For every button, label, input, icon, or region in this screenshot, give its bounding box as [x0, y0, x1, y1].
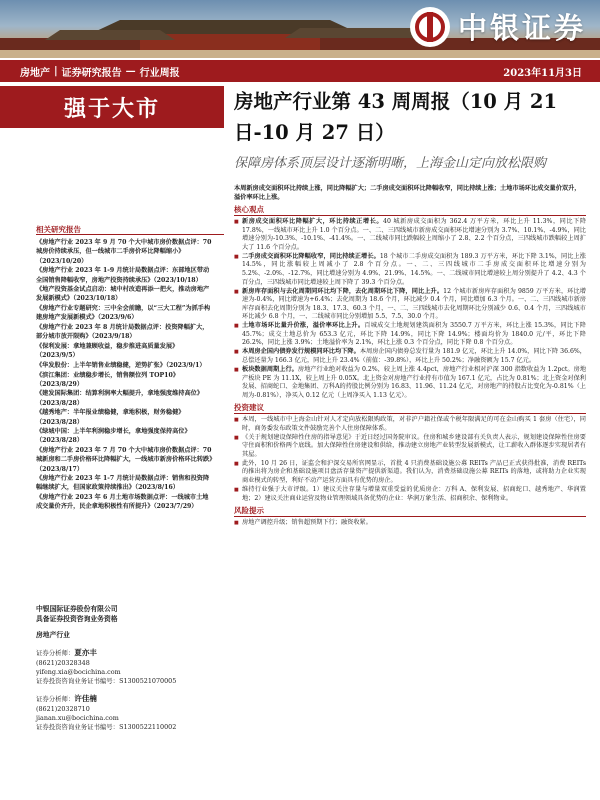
- related-report-item[interactable]: 《绿城中国：上半年利润稳步增长，拿地强度保持高位》（2023/8/28）: [36, 428, 191, 445]
- core-point-text: 12 个城市新房库存面积为 9859 万平方米，环比增速为-0.4%，同比增速为+6.4%；去化周期为 18.6 个月，环比减少 0.4 个月，同比增加 6.3 个月。一、二、三四线城市新房库存面积去化周期分别为 18.3、17.3、60.3 个月，一、二、三四线城市去化周期环比分别减少 0.6、0.4 个月，三四线城市环比减少 6.8 个月，一、二线城市同比分别增加 5.5、7.5、30.0 个月。: [242, 287, 586, 321]
- bar-report-kind: 行业周报: [139, 67, 180, 79]
- analyst-cert: 证券投资咨询业务证书编号：S1300522110002: [36, 723, 177, 732]
- boc-logo-icon: [410, 7, 450, 47]
- invest-point: [234, 416, 586, 433]
- invest-advice-list: [234, 416, 586, 503]
- core-point-text: 房地产行业绝对收益为 0.2%，较上周上涨 4.4pct，房地产行业相对沪深 300 指数收益为 1.2pct。房地产板块 PE 为 11.1X，较上周上升 0.05X。北上资金对房地产行业持有市值为 167.1 亿元，占比为 0.81%；北上资金对保利发展、招商蛇口、金地集团、万科A的持股比例分别为 16.83、11.96、11.24 亿元，对房地产的持股占比变化为-0.81%（上周为-0.81%），净买入 0.12 亿元（上周净买入 1.13 亿元）。: [242, 365, 587, 399]
- invest-point-text: 维持行业强于大市评级。1）建议关注存量与增量双重受益的优质房企：万科 A、保利发展、招商蛇口、越秀地产、华润置地；2）建议关注商业运营及物业管理领域具备优势的企业：华润万象生活、招商积余、保利物业。: [242, 486, 586, 502]
- analyst-phone: (8621)20328710: [36, 704, 90, 713]
- risk-text: 房地产调控升级；销售超预期下行；融资收紧。: [242, 519, 372, 527]
- analyst-phone: (8621)20328348: [36, 658, 90, 667]
- core-view-list: [234, 218, 586, 400]
- analyst-cert: 证券投资咨询业务证书编号：S1300521070005: [36, 677, 177, 686]
- core-point-text: 18 个城市二手房成交面积为 189.3 万平方米，环比下降 3.1%，同比上涨 14.5%，同比涨幅较上周减小了 2.8 个百分点。一、二、三四线城市二手房成交面积环比增速分别为 5.2%、-2.0%、-12.7%，同比增速分别为 4.9%、21.9%、14.5%。一、二线城市同比增速较上周分别提升了 4.2、4.3 个百分点，三四线城市同比增速较上周下降了 39.3 个百分点。: [242, 252, 586, 286]
- analyst-label: 证券分析师：: [36, 695, 75, 704]
- analyst-card: [36, 694, 224, 732]
- core-point: [234, 218, 586, 252]
- related-report-item[interactable]: 《房地产行业专题研究：三中全会前瞻，以“三大工程”为抓手构建房地产发展新模式》（2023/9/6）: [36, 305, 211, 322]
- related-report-item[interactable]: 《建发国际集团：结算利润率大幅提升，拿地强度维持高位》（2023/8/28）: [36, 390, 204, 407]
- company-name: 中银国际证券股份有限公司: [36, 605, 118, 614]
- core-point: [234, 348, 586, 365]
- analyst-name: 许佳楠: [74, 694, 97, 704]
- core-point-lead: 本周房企国内债券发行规模同环比均下降。: [242, 348, 360, 356]
- invest-point-text: 《关于规划建设保障性住房的指导意见》于近日经过国务院审议。住房和城乡建设部有关负责人表示，规划建设保障性住房要守住面积和价格两个底线。加大保障性住房建设和供给，推动建立房地产业转型发展新模式，让工薪收入群体逐步实现居者有其屋。: [242, 433, 586, 458]
- related-reports-heading: 相关研究报告: [36, 225, 224, 235]
- bar-separator: —: [125, 65, 136, 77]
- core-point-lead: 二手房成交面积环比降幅收窄，同比持续正增长。: [242, 252, 380, 260]
- company-info: [36, 604, 224, 640]
- bar-separator: |: [54, 65, 58, 77]
- report-title: 房地产行业第 43 周周报（10 月 21 日-10 月 27 日）: [234, 90, 558, 144]
- rating-badge: 强于大市: [0, 86, 224, 128]
- report-summary: 本周新房成交面积环比持续上涨，同比降幅扩大；二手房成交面积环比降幅收窄，同比持续上涨；土地市场环比成交量价双升，溢价率环比上涨。: [234, 185, 581, 201]
- risk-list: [234, 519, 586, 528]
- sector-label: 房地产行业: [36, 631, 70, 640]
- analyst-name: 夏亦丰: [74, 648, 97, 658]
- related-report-item[interactable]: 《地产投资基金试点启动：城中村改造再添一把火，推动房地产发展新模式》（2023/10/18）: [36, 286, 210, 303]
- risk-heading: 风险提示: [234, 506, 586, 517]
- report-date: 2023年11月3日: [503, 67, 582, 79]
- invest-point: [234, 486, 586, 503]
- invest-point: [234, 460, 586, 486]
- core-point-text: 百城成交土地规划建筑面积为 3550.7 万平方米，环比上涨 15.3%，同比下降 45.7%；成交土地总价为 653.3 亿元，环比下降 14.9%，同比下降 14.9%；楼面均价为 1840.0 元/平，环比下降 26.2%，同比上涨 3.9%；土地溢价率为 2.1%，环比上涨 0.3 个百分点，同比下降 0.8 个百分点。: [242, 322, 586, 347]
- related-report-item[interactable]: 《保利发展：拿地兼顾收益，稳步推进高质量发展》（2023/9/5）: [36, 342, 179, 360]
- core-point-text: 40 城新房成交面积为 362.4 万平方米，环比上升 11.3%，同比下降 17.8%，一线城市环比上升 1.0 个百分点。一、二、三四线城市新房成交面积环比增速分别为 3.7%、10.1%、-4.9%，同比增速分别为-10.3%、-10.1%、-41.4%。一、二线城市同比跌幅较上周缩小了 2.8、2.2 个百分点，三四线城市跌幅较上周扩大了 11.6 个百分点。: [242, 218, 587, 251]
- invest-point-text: 此外，10 月 26 日，证监会和沪深交易所官网显示，首批 4 只消费基础设施公募 REITs 产品已正式获得批准，消费 REITs 的推出将为房企和基础设施项目盘活存量资产提供新渠道。我们认为，消费基础设施公募 REITs 的落地，或将助力企业实现商业模式的转型，利好不动产运营方面具有优势的房企。: [242, 459, 586, 484]
- core-point-lead: 新房成交面积环比降幅扩大，环比持续正增长。: [242, 218, 384, 226]
- analyst-email[interactable]: yifeng.xia@bocichina.com: [36, 667, 121, 676]
- core-view-heading: 核心观点: [234, 205, 586, 216]
- analyst-card: [36, 648, 224, 686]
- header-banner: [0, 0, 600, 58]
- core-point-text: 本周房企国内债券总发行量为 181.9 亿元，环比上升 14.0%，同比下降 36.6%，总偿还量为 166.3 亿元，同比上升 23.4%（前值：-39.8%），环比上升 50.2%；净融资额为 15.7 亿元。: [242, 348, 586, 364]
- bar-industry: 房地产: [20, 67, 50, 79]
- report-subtitle: 保障房体系顶层设计逐渐明晰，上海金山定向放松限购: [234, 156, 547, 171]
- sidebar: [36, 128, 224, 800]
- related-report-item[interactable]: 《越秀地产：半年报业绩稳健，拿地积极，财务稳健》（2023/8/28）: [36, 409, 185, 426]
- core-point-lead: 土地市场环比量升价涨，溢价率环比上升。: [242, 322, 365, 330]
- related-report-item[interactable]: 《房地产行业 2023 年 1-7 月统计局数据点评：销售和投资降幅继续扩大，但国家政策持续推出》（2023/8/16）: [36, 475, 210, 492]
- related-report-item[interactable]: 《华发股份：上半年销售业绩稳健，逆势扩张》（2023/9/1）: [36, 361, 206, 369]
- main-content: [234, 86, 586, 528]
- related-report-item[interactable]: 《房地产行业 2023 年 8 月统计局数据点评：投资降幅扩大，部分城市放开限购》（2023/9/18）: [36, 324, 209, 341]
- related-report-item[interactable]: 《滨江集团：业绩稳步增长，销售额位列 TOP10》（2023/8/29）: [36, 371, 179, 388]
- core-point-lead: 板块数据周期上行。: [242, 365, 298, 373]
- core-point: [234, 253, 586, 287]
- bar-report-type: 证券研究报告: [61, 67, 122, 79]
- core-point: [234, 366, 586, 400]
- core-point: [234, 322, 586, 348]
- brand-logo: [410, 6, 586, 47]
- analyst-label: 证券分析师：: [36, 649, 75, 658]
- analyst-email[interactable]: jianan.xu@bocichina.com: [36, 713, 119, 722]
- invest-advice-heading: 投资建议: [234, 403, 586, 414]
- related-report-item[interactable]: 《房地产行业 2023 年 7 月 70 个大中城市房价数据点评：70 城新房和二手房价格环比降幅扩大，一线城市新房价格环比转跌》（2023/8/17）: [36, 447, 213, 473]
- brand-name: 中银证券: [457, 11, 586, 45]
- risk-point: [234, 519, 586, 528]
- invest-point-text: 本周，一线城市中上海金山针对人才定向放松限购政策，对非沪户籍社保或个税年限满足的可在金山购买 1 套房（住宅），同时，商务委发布政策文件鼓励完善个人住房保障体系。: [242, 416, 586, 432]
- related-reports-list: [36, 238, 224, 598]
- related-report-item[interactable]: 《房地产行业 2023 年 6 月土地市场数据点评：一线城市土地成交量价齐升，民企拿地积极性有所提升》（2023/7/29）: [36, 494, 209, 511]
- related-report-item[interactable]: 《房地产行业 2023 年 9 月 70 个大中城市房价数据点评：70 城房价持续承压，但一线城市二手房价环比降幅缩小》（2023/10/20）: [36, 239, 212, 265]
- related-report-item[interactable]: 《房地产行业 2023 年 1-9 月统计局数据点评：东部地区带动全国销售降幅收窄，房地产投资持续承压》（2023/10/18）: [36, 267, 210, 284]
- report-info-bar: [0, 60, 600, 82]
- company-qualification: 具备证券投资咨询业务资格: [36, 615, 118, 624]
- core-point-lead: 新房库存面积与去化周期同环比均下降，去化周期环比下降，同比上升。: [242, 287, 444, 295]
- core-point: [234, 288, 586, 322]
- invest-point: [234, 434, 586, 460]
